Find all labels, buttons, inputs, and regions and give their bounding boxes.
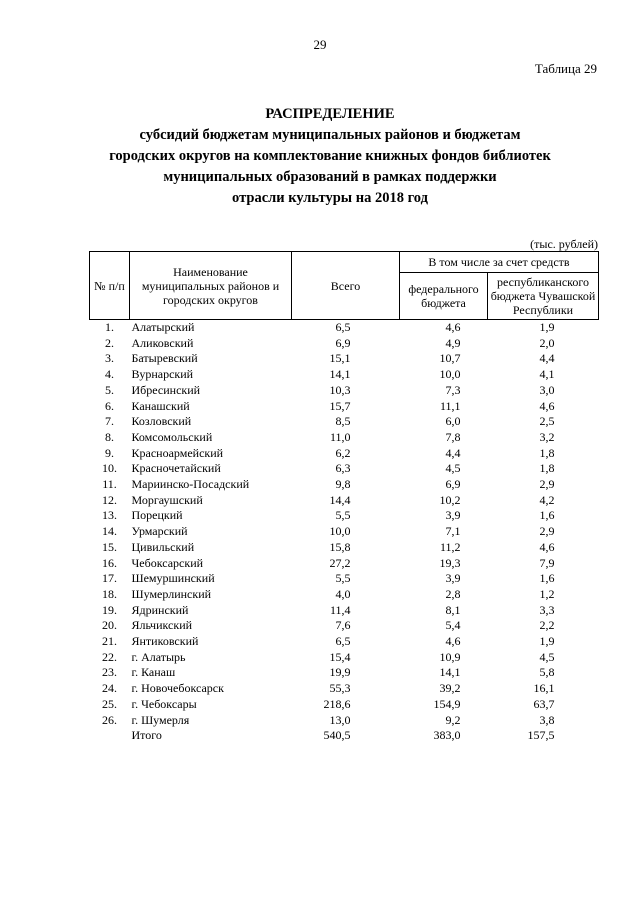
cell-republic: 7,9: [539, 555, 555, 570]
cell-name: Красноармейский: [131, 445, 224, 460]
cell-federal: 4,9: [445, 335, 461, 350]
cell-total: 6,9: [335, 335, 351, 350]
table-body: [90, 320, 599, 744]
cell-republic: 2,9: [539, 477, 555, 492]
cell-name: Канашский: [131, 398, 190, 413]
cell-total: 5,5: [335, 571, 351, 586]
cell-name: Порецкий: [131, 508, 183, 523]
table-row: [90, 383, 599, 399]
cell-republic: 1,8: [539, 461, 555, 476]
table-row: [90, 540, 599, 556]
table-row: [90, 681, 599, 697]
table-row: [90, 414, 599, 430]
heading-line: субсидий бюджетам муниципальных районов и бюджетам: [139, 127, 521, 143]
cell-federal: 4,6: [445, 320, 461, 334]
cell-federal: 6,0: [445, 414, 461, 429]
cell-total: 14,4: [329, 492, 351, 507]
cell-federal: 2,8: [445, 586, 461, 601]
header-federal: федерального бюджета: [400, 273, 488, 320]
cell-num: 24.: [102, 681, 117, 696]
cell-total: 6,5: [335, 320, 351, 334]
total-cell-republic: 157,5: [527, 728, 555, 743]
cell-total: 14,1: [329, 367, 351, 382]
heading-line: муниципальных образований в рамках поддержки: [163, 169, 497, 185]
cell-name: Шемуршинский: [131, 571, 215, 586]
cell-federal: 4,6: [445, 634, 461, 649]
table-row: [90, 477, 599, 493]
table-row: [90, 713, 599, 729]
cell-name: Аликовский: [131, 335, 194, 350]
cell-num: 22.: [102, 649, 117, 664]
cell-num: 16.: [102, 555, 117, 570]
cell-name: Вурнарский: [131, 367, 194, 382]
cell-total: 19,9: [329, 665, 351, 680]
cell-federal: 4,4: [445, 445, 461, 460]
cell-total: 27,2: [329, 555, 351, 570]
cell-num: 14.: [102, 524, 117, 539]
cell-name: Алатырский: [131, 320, 195, 334]
total-cell-federal: 383,0: [433, 728, 461, 743]
cell-name: Батыревский: [131, 351, 198, 366]
cell-federal: 6,9: [445, 477, 461, 492]
cell-federal: 5,4: [445, 618, 461, 633]
cell-federal: 11,1: [439, 398, 461, 413]
table-row: [90, 665, 599, 681]
cell-total: 15,1: [329, 351, 351, 366]
cell-name: Козловский: [131, 414, 192, 429]
cell-total: 8,5: [335, 414, 351, 429]
cell-total: 9,8: [335, 477, 351, 492]
table-row: [90, 320, 599, 336]
cell-federal: 10,7: [439, 351, 461, 366]
heading-line: отрасли культуры на 2018 год: [232, 190, 428, 206]
header-num: № п/п: [90, 252, 130, 320]
table-row: [90, 446, 599, 462]
table-row: [90, 603, 599, 619]
cell-num: 9.: [105, 445, 114, 460]
cell-num: 20.: [102, 618, 117, 633]
cell-republic: 4,6: [539, 539, 555, 554]
cell-republic: 3,0: [539, 382, 555, 397]
cell-total: 15,4: [329, 649, 351, 664]
cell-federal: 11,2: [439, 539, 461, 554]
cell-federal: 9,2: [445, 712, 461, 727]
cell-num: 12.: [102, 492, 117, 507]
table-row: [90, 336, 599, 352]
table-row: [90, 650, 599, 666]
cell-republic: 5,8: [539, 665, 555, 680]
header-name: Наименование муниципальных районов и городских округов: [130, 252, 292, 320]
cell-federal: 39,2: [439, 681, 461, 696]
cell-federal: 10,9: [439, 649, 461, 664]
table-row: [90, 430, 599, 446]
cell-name: Янтиковский: [131, 634, 199, 649]
cell-num: 3.: [105, 351, 114, 366]
table-row: [90, 351, 599, 367]
table-row: [90, 493, 599, 509]
table-row: [90, 634, 599, 650]
page-number: 29: [313, 37, 327, 52]
cell-republic: 63,7: [533, 696, 555, 711]
table-row: [90, 461, 599, 477]
cell-total: 4,0: [335, 586, 351, 601]
cell-republic: 2,9: [539, 524, 555, 539]
heading-title: РАСПРЕДЕЛЕНИЕ: [265, 106, 395, 122]
total-cell-name: Итого: [131, 728, 162, 743]
cell-name: г. Шумерля: [131, 712, 190, 727]
table-row: [90, 618, 599, 634]
header-total: Всего: [292, 252, 400, 320]
cell-federal: 154,9: [433, 696, 461, 711]
cell-num: 1.: [105, 320, 114, 334]
cell-num: 19.: [102, 602, 117, 617]
cell-name: Ибресинский: [131, 382, 201, 397]
total-row: [90, 728, 599, 744]
cell-total: 55,3: [329, 681, 351, 696]
cell-total: 6,2: [335, 445, 351, 460]
cell-republic: 4,1: [539, 367, 555, 382]
cell-republic: 3,8: [539, 712, 555, 727]
cell-name: Моргаушский: [131, 492, 203, 507]
cell-name: Яльчикский: [131, 618, 193, 633]
cell-total: 6,3: [335, 461, 351, 476]
cell-num: 7.: [105, 414, 114, 429]
cell-total: 11,0: [329, 429, 351, 444]
cell-federal: 8,1: [445, 602, 461, 617]
cell-republic: 1,9: [539, 320, 555, 334]
table-row: [90, 556, 599, 572]
cell-republic: 16,1: [533, 681, 555, 696]
heading: [60, 104, 600, 209]
cell-num: 10.: [102, 461, 117, 476]
cell-total: 11,4: [329, 602, 351, 617]
cell-republic: 4,6: [539, 398, 555, 413]
cell-total: 15,8: [329, 539, 351, 554]
cell-republic: 4,4: [539, 351, 555, 366]
cell-num: 21.: [102, 634, 117, 649]
cell-num: 11.: [102, 477, 117, 492]
cell-num: 13.: [102, 508, 117, 523]
total-cell-num: [90, 728, 130, 744]
heading-line: городских округов на комплектование книжных фондов библиотек: [109, 148, 551, 164]
cell-total: 5,5: [335, 508, 351, 523]
cell-name: г. Чебоксары: [131, 696, 197, 711]
cell-republic: 1,6: [539, 571, 555, 586]
cell-total: 15,7: [329, 398, 351, 413]
table-row: [90, 697, 599, 713]
cell-republic: 2,5: [539, 414, 555, 429]
cell-num: 5.: [105, 382, 114, 397]
cell-republic: 4,2: [539, 492, 555, 507]
cell-total: 10,0: [329, 524, 351, 539]
cell-federal: 7,1: [445, 524, 461, 539]
cell-num: 6.: [105, 398, 114, 413]
header-group: В том числе за счет средств: [400, 252, 599, 273]
cell-federal: 19,3: [439, 555, 461, 570]
cell-num: 25.: [102, 696, 117, 711]
cell-federal: 7,3: [445, 382, 461, 397]
cell-name: Шумерлинский: [131, 586, 212, 601]
cell-republic: 1,2: [539, 586, 555, 601]
table-row: [90, 524, 599, 540]
table-row: [90, 571, 599, 587]
cell-republic: 1,6: [539, 508, 555, 523]
cell-num: 4.: [105, 367, 114, 382]
cell-republic: 2,2: [539, 618, 555, 633]
cell-name: г. Алатырь: [131, 649, 186, 664]
cell-num: 8.: [105, 429, 114, 444]
cell-name: Чебоксарский: [131, 555, 204, 570]
cell-name: Красночетайский: [131, 461, 221, 476]
cell-total: 6,5: [335, 634, 351, 649]
cell-total: 13,0: [329, 712, 351, 727]
cell-republic: 4,5: [539, 649, 555, 664]
cell-name: Цивильский: [131, 539, 195, 554]
cell-total: 218,6: [323, 696, 351, 711]
cell-republic: 1,9: [539, 634, 555, 649]
cell-name: Урмарский: [131, 524, 188, 539]
cell-federal: 10,0: [439, 367, 461, 382]
cell-name: Ядринский: [131, 602, 189, 617]
header-republic: республиканского бюджета Чувашской Республики: [488, 273, 599, 320]
cell-name: г. Новочебоксарск: [131, 681, 224, 696]
cell-name: Мариинско-Посадский: [131, 477, 250, 492]
cell-num: 17.: [102, 571, 117, 586]
cell-federal: 10,2: [439, 492, 461, 507]
table-row: [90, 587, 599, 603]
table-label: Таблица 29: [534, 61, 597, 76]
table-row: [90, 508, 599, 524]
cell-num: 23.: [102, 665, 117, 680]
cell-name: Комсомольский: [131, 429, 213, 444]
cell-republic: 1,8: [539, 445, 555, 460]
unit-label: (тыс. рублей): [530, 237, 598, 251]
cell-federal: 7,8: [445, 429, 461, 444]
cell-num: 15.: [102, 539, 117, 554]
cell-federal: 4,5: [445, 461, 461, 476]
cell-name: г. Канаш: [131, 665, 176, 680]
cell-federal: 3,9: [445, 508, 461, 523]
cell-federal: 3,9: [445, 571, 461, 586]
total-cell-total: 540,5: [323, 728, 351, 743]
cell-total: 7,6: [335, 618, 351, 633]
subsidy-table: [89, 251, 599, 744]
cell-federal: 14,1: [439, 665, 461, 680]
cell-total: 10,3: [329, 382, 351, 397]
table-row: [90, 367, 599, 383]
cell-num: 18.: [102, 586, 117, 601]
cell-republic: 3,2: [539, 429, 555, 444]
table-row: [90, 399, 599, 415]
cell-republic: 3,3: [539, 602, 555, 617]
cell-num: 26.: [102, 712, 117, 727]
cell-republic: 2,0: [539, 335, 555, 350]
cell-num: 2.: [105, 335, 114, 350]
